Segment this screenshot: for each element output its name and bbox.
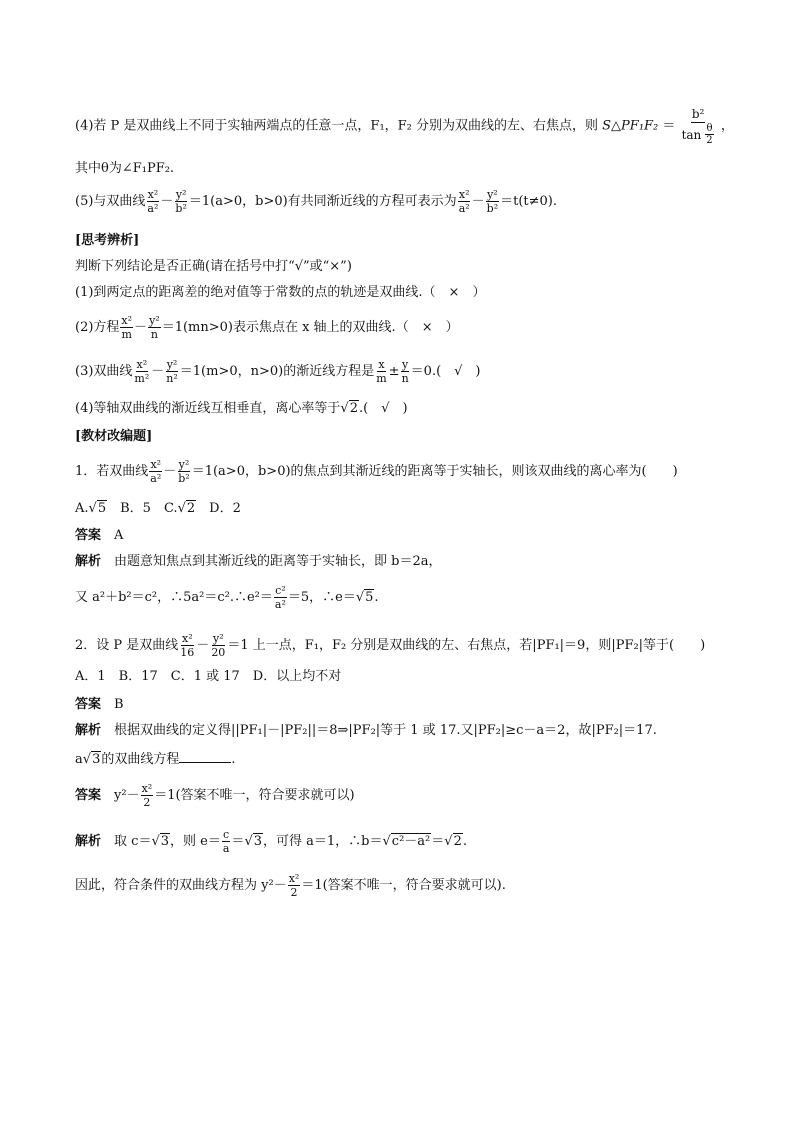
fraction [149, 458, 162, 485]
minus: － [196, 638, 210, 653]
minus: － [160, 194, 174, 209]
question-1 [75, 458, 754, 485]
fraction [486, 188, 499, 215]
denominator: a² [274, 598, 286, 611]
fraction [165, 358, 179, 385]
text: ＝1 上一点，F₁，F₂ 分别是双曲线的左、右焦点，若|PF₁|＝9，则|PF₂|等于( ) [227, 638, 706, 653]
sqrt: √3 [244, 834, 263, 849]
question-2 [75, 632, 754, 659]
text: ＝1(m>0，n>0)的渐近线方程是 [179, 364, 375, 379]
fraction [141, 782, 154, 809]
text: .( √ ) [359, 401, 408, 416]
denominator: 16 [180, 646, 195, 659]
text: . [462, 834, 467, 849]
text: 根据双曲线的定义得||PF₁|－|PF₂||＝8⇒|PF₂|等于 1 或 17.又|PF₂|≥c－a＝2，故|PF₂|＝17. [114, 723, 657, 738]
denominator: b² [486, 202, 499, 215]
radicand: 2 [186, 501, 196, 516]
denominator: 2 [143, 796, 151, 809]
fraction [375, 358, 387, 385]
question-2-options: A．1 B．17 C．1 或 17 D．以上均不对 [75, 669, 342, 684]
tan-label: tan [681, 127, 702, 142]
judgement-3 [75, 358, 754, 385]
radicand: 3 [160, 834, 170, 849]
half-theta [705, 123, 713, 146]
section-heading-thinking: [思考辨析] [75, 233, 140, 248]
minus: － [163, 464, 177, 479]
denominator: 20 [211, 646, 226, 659]
radicand: 3 [253, 834, 263, 849]
sqrt: √3 [151, 834, 170, 849]
fraction [179, 632, 195, 659]
question-2-explanation [75, 722, 754, 740]
answer-label: 答案 [75, 697, 102, 712]
text: (3)双曲线 [75, 364, 133, 379]
denominator: a² [147, 202, 159, 215]
question-2-answer [75, 696, 754, 714]
numerator: x² [288, 872, 300, 885]
sqrt: √5 [355, 590, 374, 605]
fraction-numerator: b² [691, 107, 705, 121]
sqrt: √2 [444, 834, 462, 849]
numerator: y² [166, 358, 178, 371]
question-3-explanation [75, 828, 754, 855]
text: ，则 e＝ [170, 834, 221, 849]
plus-minus: ± [388, 364, 400, 379]
answer-blank [179, 750, 231, 763]
fraction [133, 358, 150, 385]
property-4-text: (4)若 P 是双曲线上不同于实轴两端点的任意一点，F₁，F₂ 分别为双曲线的左、右焦点，则 [75, 118, 603, 134]
numerator: x² [121, 314, 133, 327]
judgement-1: (1)到两定点的距离差的绝对值等于常数的点的轨迹是双曲线.（ × ） [75, 285, 486, 300]
sqrt: √2 [340, 401, 358, 416]
text: ＝1(mn>0)表示焦点在 x 轴上的双曲线.（ × ） [161, 320, 459, 335]
fraction [148, 314, 161, 341]
text: A. [75, 501, 89, 516]
property-4 [75, 106, 754, 146]
denominator: n² [166, 372, 178, 385]
fraction [210, 632, 226, 659]
denominator: n [401, 372, 409, 385]
text: ＝ [231, 834, 245, 849]
answer-label: 答案 [75, 788, 102, 803]
property-5 [75, 188, 754, 215]
denominator: a² [458, 202, 470, 215]
numerator: y² [487, 188, 498, 201]
denominator: 2 [290, 886, 298, 899]
text: 因此，符合条件的双曲线方程为 y²－ [75, 878, 287, 893]
text: ，可得 a＝1，∴b＝ [263, 834, 383, 849]
text: (2)方程 [75, 320, 120, 335]
question-1-explanation-2 [75, 584, 754, 611]
text: . [231, 752, 236, 767]
text: ＝1(答案不唯一，符合要求就可以) [154, 788, 355, 803]
numerator: y [402, 358, 409, 371]
numerator: y² [213, 632, 224, 645]
text: 1．若双曲线 [75, 464, 149, 479]
fraction [458, 188, 471, 215]
text: ＝1(答案不唯一，符合要求就可以). [301, 878, 506, 893]
fraction [274, 584, 287, 611]
radicand: 2 [453, 834, 462, 849]
text: (4)等轴双曲线的渐近线互相垂直，离心率等于 [75, 401, 341, 416]
text: 的双曲线方程 [101, 752, 180, 767]
theta: θ [706, 123, 713, 134]
instruction: 判断下列结论是否正确(请在括号中打“√”或“×”) [75, 259, 352, 274]
sqrt: √2 [177, 501, 196, 516]
text: ＝1(a>0，b>0)的焦点到其渐近线的距离等于实轴长，则该双曲线的离心率为( ) [191, 464, 678, 479]
numerator: x² [141, 782, 153, 795]
numerator: c² [275, 584, 286, 597]
answer-label: 答案 [75, 528, 102, 543]
fraction-denominator [681, 123, 716, 146]
denominator: a [222, 842, 230, 855]
text: ＝5，∴e＝ [287, 590, 356, 605]
fraction [174, 188, 187, 215]
question-1-answer [75, 527, 754, 545]
question-3 [75, 750, 754, 769]
sqrt: √c²－a² [382, 834, 431, 849]
radicand: 5 [97, 501, 107, 516]
judgement-4 [75, 400, 754, 418]
question-3-answer [75, 782, 754, 809]
denominator: n [150, 328, 158, 341]
area-symbol: S△PF₁F₂ [602, 118, 659, 134]
fraction [222, 828, 231, 855]
question-3-conclusion [75, 872, 754, 899]
text: (5)与双曲线 [75, 194, 146, 209]
denominator: m² [134, 372, 150, 385]
question-1-explanation [75, 553, 754, 571]
denominator: b² [175, 202, 187, 215]
text: B．5 C. [120, 501, 178, 516]
explanation-label: 解析 [75, 554, 102, 569]
numerator: x² [136, 358, 148, 371]
radicand: 5 [365, 590, 374, 605]
minus: － [134, 320, 148, 335]
fraction [288, 872, 301, 899]
fraction [146, 188, 159, 215]
fraction [177, 458, 190, 485]
section-heading-textbook: [教材改编题] [75, 429, 153, 444]
text: D．2 [209, 501, 241, 516]
text: 由题意知焦点到其渐近线的距离等于实轴长，即 b＝2a， [114, 554, 442, 569]
numerator: x² [181, 632, 193, 645]
area-fraction [681, 106, 716, 146]
explanation-label: 解析 [75, 834, 102, 849]
text: . [374, 590, 379, 605]
denominator: b² [178, 472, 190, 485]
judgement-2 [75, 314, 754, 341]
text: ＝t(t≠0). [500, 194, 558, 209]
answer-value: A [114, 528, 124, 543]
text: ＝ [431, 834, 445, 849]
radicand: 2 [349, 401, 358, 416]
equals-sign: ＝ [662, 118, 676, 134]
numerator: y² [175, 188, 187, 201]
text: ＝1(a>0，b>0)有共同渐近线的方程可表示为 [188, 194, 457, 209]
denominator: a² [150, 472, 162, 485]
text: 取 c＝ [114, 834, 152, 849]
denominator: m [376, 372, 387, 385]
question-1-options [75, 500, 754, 518]
numerator: y² [178, 458, 190, 471]
numerator: x² [150, 458, 162, 471]
text: y²－ [114, 788, 140, 803]
fraction [120, 314, 133, 341]
numerator: x² [147, 188, 159, 201]
sqrt: √3 [82, 752, 101, 767]
two: 2 [706, 135, 713, 146]
text: 又 a²＋b²＝c²，∴5a²＝c².∴e²＝ [75, 590, 273, 605]
text: 2．设 P 是双曲线 [75, 638, 179, 653]
comma: ， [720, 118, 734, 134]
property-4-line2: 其中θ为∠F₁PF₂. [75, 161, 175, 176]
minus: － [471, 194, 485, 209]
explanation-label: 解析 [75, 723, 102, 738]
numerator: c [223, 828, 230, 841]
numerator: y² [149, 314, 160, 327]
answer-value: B [114, 697, 124, 712]
radicand: c²－a² [391, 834, 431, 849]
minus: － [151, 364, 165, 379]
denominator: m [121, 328, 132, 341]
numerator: x² [458, 188, 470, 201]
fraction [401, 358, 410, 385]
numerator: x [378, 358, 385, 371]
text: ＝0.( √ ) [410, 364, 481, 379]
sqrt: √5 [88, 501, 107, 516]
text: a [75, 752, 83, 767]
radicand: 3 [92, 752, 101, 767]
